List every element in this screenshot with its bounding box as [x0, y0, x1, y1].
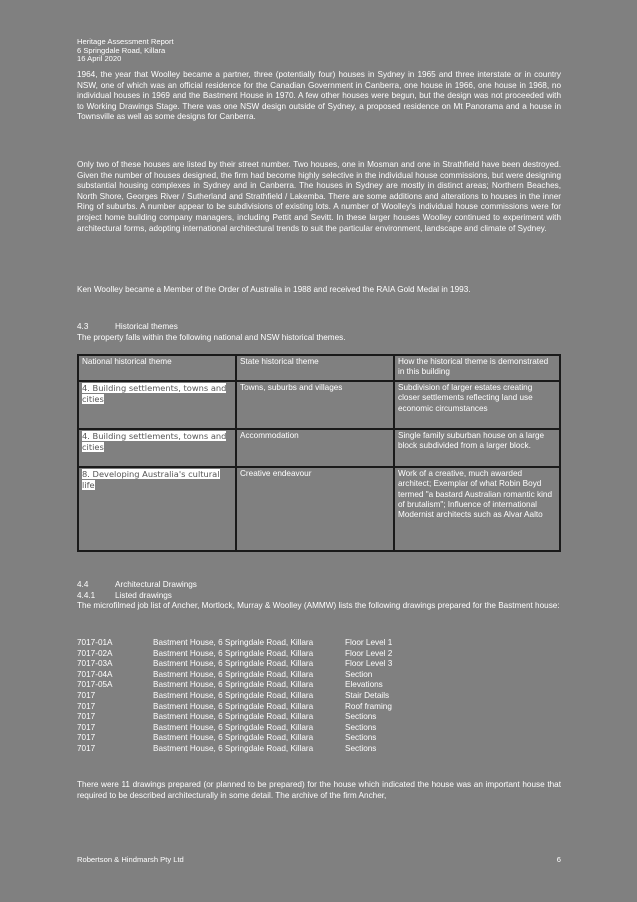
highlighted-text: 8. Developing Australia's cultural life [82, 468, 220, 491]
list-item [77, 744, 561, 755]
how-demonstrated-cell: Single family suburban house on a large block subdivided from a larger block. [394, 429, 560, 467]
drawing-title: Sections [345, 743, 377, 753]
drawing-title: Sections [345, 733, 377, 743]
drawing-title: Elevations [345, 680, 383, 690]
state-theme-cell: Accommodation [236, 429, 394, 467]
drawing-address: Bastment House, 6 Springdale Road, Killara [153, 701, 314, 711]
drawing-title: Floor Level 1 [345, 638, 393, 647]
historical-themes-table [77, 354, 561, 552]
drawings-list [77, 638, 561, 755]
how-demonstrated-cell: Subdivision of larger estates creating closer settlements reflecting land use economic circumstances [394, 381, 560, 429]
list-item [77, 638, 561, 649]
subsection-number: 4.4.1 [77, 590, 96, 600]
running-header [77, 38, 561, 64]
list-item [77, 649, 561, 660]
paragraph-listed-houses: Only two of these houses are listed by their street number. Two houses, one in Mosman and one in Strathfield have been destroyed. Given the number of houses designed, the firm had become highly selective in the individual house commissions, but were designing substantial housing complexes in Sydney and in Canberra. The houses in Sydney are mostly in distinct areas; Northern Beaches, North Shore, Georges River / Sutherland and Strathfield / Lakemba. There are some additions and alterations to houses in the inner Ring of suburbs. A number appear to be subdivisions of existing lots. A number of Woolley's individual house commissions were for project home building company managers, including Pettit and Sevitt. In these larger houses Woolley continued to experiment with architectural forms, adopting international architectural trends to suit the particular environment, landscape and climate of Sydney. [77, 160, 561, 233]
national-theme-cell [78, 381, 236, 429]
header-state-theme: State historical theme [236, 355, 394, 381]
drawing-number: 7017 [77, 690, 96, 700]
drawing-number: 7017-03A [77, 659, 113, 669]
section-number: 4.3 [77, 322, 89, 331]
drawing-title: Sections [345, 722, 377, 732]
document-page [77, 37, 561, 800]
section-title: Historical themes [115, 322, 178, 331]
drawing-address: Bastment House, 6 Springdale Road, Killara [153, 669, 314, 679]
table-row [78, 429, 560, 467]
drawing-address: Bastment House, 6 Springdale Road, Killara [153, 680, 314, 690]
highlighted-text: 4. Building settlements, towns and cities [82, 430, 227, 453]
header-national-theme: National historical theme [78, 355, 236, 381]
state-theme-cell: Towns, suburbs and villages [236, 381, 394, 429]
subsection-title: Listed drawings [115, 590, 172, 600]
list-item [77, 691, 561, 702]
drawing-title: Sections [345, 712, 377, 722]
drawing-title: Roof framing [345, 701, 392, 711]
drawing-number: 7017 [77, 733, 96, 743]
paragraph-house-commissions: 1964, the year that Woolley became a partner, three (potentially four) houses in Sydney in 1965 and three interstate or in country NSW, one of which was an official residence for the Canadian Government in Canberra, one house in 1966, one house in 1968, no individual houses in 1969 and the Bastment House in 1970. A few other houses were begun, but the design was not proceeded with to Working Drawings Stage. There was one NSW design outside of Sydney, a proposed residence on Mt Panorama and a house in Townsville as well as some designs for Canberra. [77, 70, 561, 122]
table-row [78, 467, 560, 551]
list-item [77, 680, 561, 691]
how-demonstrated-cell: Work of a creative, much awarded architect; Exemplar of what Robin Boyd termed "a bastard Australian romantic kind of brutalism"; Influence of international Modernist architects such as Alvar Aalto [394, 467, 560, 551]
paragraph-awards: Ken Woolley became a Member of the Order of Australia in 1988 and received the RAIA Gold Medal in 1993. [77, 285, 471, 294]
header-date: 16 April 2020 [77, 54, 122, 64]
section-heading [77, 580, 561, 591]
drawing-address: Bastment House, 6 Springdale Road, Killara [153, 638, 314, 647]
drawing-address: Bastment House, 6 Springdale Road, Killara [153, 659, 314, 669]
section-intro: The microfilmed job list of Ancher, Mortlock, Murray & Woolley (AMMW) lists the following drawings prepared for the Bastment house: [77, 601, 560, 611]
drawing-address: Bastment House, 6 Springdale Road, Killara [153, 712, 314, 722]
page-footer [77, 855, 561, 866]
section-historical-themes [77, 322, 561, 343]
page-number: 6 [556, 855, 561, 864]
list-item [77, 733, 561, 744]
drawing-title: Floor Level 3 [345, 659, 393, 669]
header-report-title: Heritage Assessment Report [77, 37, 174, 46]
drawing-title: Stair Details [345, 690, 390, 700]
table-header-row [78, 355, 560, 381]
section-intro: The property falls within the following national and NSW historical themes. [77, 332, 346, 342]
drawing-number: 7017 [77, 743, 96, 753]
drawing-number: 7017 [77, 722, 96, 732]
header-how-demonstrated: How the historical theme is demonstrated in this building [394, 355, 560, 381]
drawing-number: 7017-02A [77, 648, 113, 658]
drawing-number: 7017 [77, 701, 96, 711]
section-title: Architectural Drawings [115, 580, 197, 589]
drawing-title: Floor Level 2 [345, 648, 393, 658]
list-item [77, 712, 561, 723]
drawing-number: 7017-04A [77, 669, 113, 679]
drawing-address: Bastment House, 6 Springdale Road, Killara [153, 733, 314, 743]
table-row [78, 381, 560, 429]
drawing-address: Bastment House, 6 Springdale Road, Killara [153, 690, 314, 700]
highlighted-text: 4. Building settlements, towns and cities [82, 382, 227, 405]
subsection-heading [77, 591, 561, 602]
national-theme-cell [78, 429, 236, 467]
state-theme-cell: Creative endeavour [236, 467, 394, 551]
national-theme-cell [78, 467, 236, 551]
list-item [77, 670, 561, 681]
footer-company: Robertson & Hindmarsh Pty Ltd [77, 855, 184, 864]
header-address: 6 Springdale Road, Killara [77, 45, 166, 55]
section-number: 4.4 [77, 580, 89, 589]
drawing-address: Bastment House, 6 Springdale Road, Killara [153, 648, 314, 658]
paragraph-drawings-summary: There were 11 drawings prepared (or planned to be prepared) for the house which indicated the house was an important house that required to be described architecturally in some detail. The archive of the firm Ancher, [77, 780, 561, 800]
section-heading [77, 322, 561, 333]
list-item [77, 659, 561, 670]
drawing-title: Section [345, 669, 373, 679]
list-item [77, 723, 561, 734]
drawing-number: 7017-05A [77, 680, 113, 690]
drawing-number: 7017-01A [77, 638, 113, 647]
drawing-number: 7017 [77, 712, 96, 722]
drawing-address: Bastment House, 6 Springdale Road, Killara [153, 743, 314, 753]
section-architectural-drawings [77, 580, 561, 612]
drawing-address: Bastment House, 6 Springdale Road, Killara [153, 722, 314, 732]
list-item [77, 702, 561, 713]
